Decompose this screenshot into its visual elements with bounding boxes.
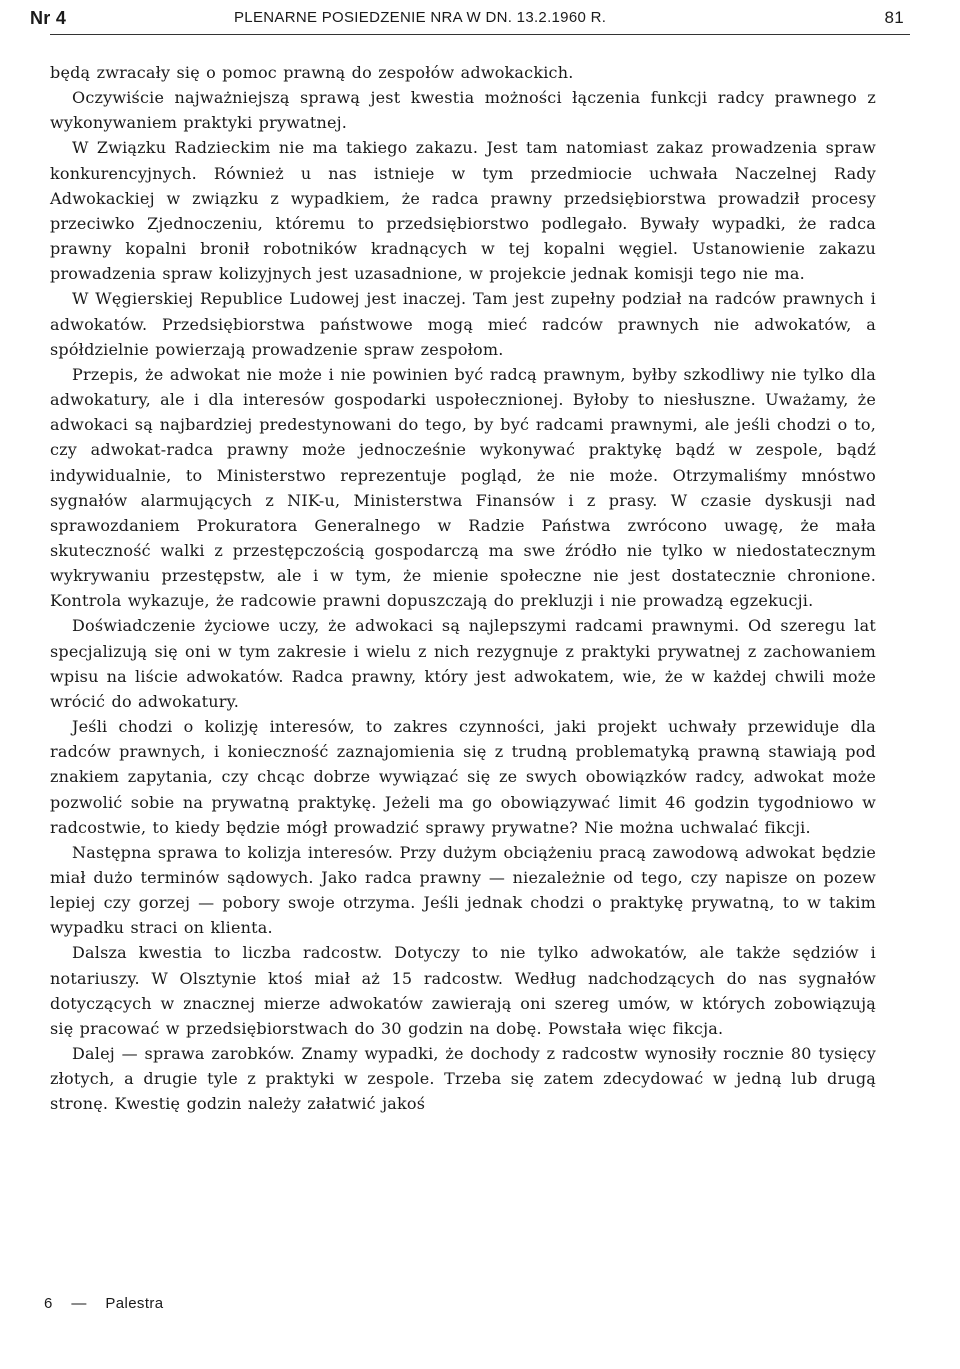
- paragraph: Dalsza kwestia to liczba radcostw. Dotyczy to nie tylko adwokatów, ale także sędziów i notariuszy. W Olsztynie ktoś miał aż 15 radcostw. Według nadchodzących do nas sygnałów dotyczących w znacznej mierze adwokatów zawierają oni szereg umów, w których zobowiązują się pracować w przedsiębiorstwach do 30 godzin na dobę. Powstała więc fikcja.: [50, 943, 876, 1038]
- paragraph: będą zwracały się o pomoc prawną do zespołów adwokackich.: [50, 63, 574, 82]
- paragraph: W Węgierskiej Republice Ludowej jest inaczej. Tam jest zupełny podział na radców prawnych i adwokatów. Przedsiębiorstwa państwowe mogą mieć radców prawnych nie adwokatów, a spółdzielnie powierzają prowadzenie spraw zespołom.: [50, 289, 876, 359]
- running-header: [30, 6, 904, 30]
- footer-page-number: 6: [44, 1295, 53, 1312]
- header-rule: [50, 34, 910, 35]
- paragraph: Następna sprawa to kolizja interesów. Przy dużym obciążeniu pracą zawodową adwokat będzie miał dużo terminów sądowych. Jako radca prawny — niezależnie od tego, czy napisze on pozew lepiej czy gorzej — pobory swoje otrzyma. Jeśli jednak chodzi o praktykę prywatną, to w takim wypadku straci on klienta.: [50, 842, 876, 938]
- paragraph: Jeśli chodzi o kolizję interesów, to zakres czynności, jaki projekt uchwały przewiduje dla radców prawnych, i konieczność zaznajomienia się z trudną problematyką prawną stawiają pod znakiem zapytania, czy chcąc dobrze wywiązać się ze swych obowiązków radcy, adwokat może pozwolić sobie na prywatną praktykę. Jeżeli ma go obowiązywać limit 46 godzin tygodniowo w radcostwie, to kiedy będzie mógł prowadzić sprawy prywatne? Nie można uchwalać fikcji.: [50, 717, 876, 837]
- paragraph: Dalej — sprawa zarobków. Znamy wypadki, że dochody z radcostw wynosiły rocznie 80 tysięcy złotych, a drugie tyle z praktyki w zespole. Trzeba się zatem zdecydować w jedną lub drugą stronę. Kwestię godzin należy załatwić jakoś: [50, 1044, 876, 1114]
- paragraph: Przepis, że adwokat nie może i nie powinien być radcą prawnym, byłby szkodliwy nie tylko dla adwokatury, ale i dla interesów gospodarki uspołecznionej. Byłoby to niesłuszne. Uważamy, że adwokaci są najbardziej predestynowani do tego, by być radcami prawnymi, ale jeśli chodzi o to, czy adwokat-radca prawny może jednocześnie wykonywać praktykę bądź w zespole, bądź indywidualnie, to Ministerstwo reprezentuje pogląd, że nie może. Otrzymaliśmy mnóstwo sygnałów alarmujących z NIK-u, Ministerstwa Finansów i z prasy. W czasie dyskusji nad sprawozdaniem Prokuratora Generalnego w Radzie Państwa zwrócono uwagę, że mała skuteczność walki z przestępczością gospodarczą ma swe źródło nie tylko w niedostatecznym wykrywaniu przestępstw, ale i w tym, że mienie społeczne nie jest dostatecznie chronione. Kontrola wykazuje, że radcowie prawni dopuszczają do prekluzji i nie prowadzą egzekucji.: [50, 364, 876, 611]
- header-title: PLENARNE POSIEDZENIE NRA W DN. 13.2.1960 R.: [234, 9, 607, 26]
- page-footer: [44, 1295, 164, 1312]
- paragraph: W Związku Radzieckim nie ma takiego zakazu. Jest tam natomiast zakaz prowadzenia spraw konkurencyjnych. Również u nas istnieje w tym przedmiocie uchwała Naczelnej Rady Adwokackiej w związku z wypadkiem, że radca prawny przedsiębiorstwa prowadził procesy przeciwko Zjednoczeniu, któremu to przedsiębiorstwo podlegało. Bywały wypadki, że radca prawny kopalni bronił robotników kradnących w tej kopalni węgiel. Ustanowienie zakazu prowadzenia spraw kolizyjnych jest uzasadnione, w projekcie jednak komisji tego nie ma.: [50, 138, 876, 284]
- journal-name: Palestra: [105, 1295, 164, 1312]
- page-number: 81: [884, 8, 904, 27]
- paragraph: Oczywiście najważniejszą sprawą jest kwestia możności łączenia funkcji radcy prawnego z wykonywaniem praktyki prywatnej.: [50, 88, 876, 133]
- issue-number: Nr 4: [30, 8, 67, 28]
- paragraph: Doświadczenie życiowe uczy, że adwokaci są najlepszymi radcami prawnymi. Od szeregu lat specjalizują się oni w tym zakresie i wielu z nich rezygnuje z praktyki prywatnej z zachowaniem wpisu na liście adwokatów. Radca prawny, który jest adwokatem, wie, że w każdej chwili może wrócić do adwokatury.: [50, 616, 876, 711]
- article-body: [50, 60, 876, 1117]
- footer-dash: —: [71, 1295, 87, 1312]
